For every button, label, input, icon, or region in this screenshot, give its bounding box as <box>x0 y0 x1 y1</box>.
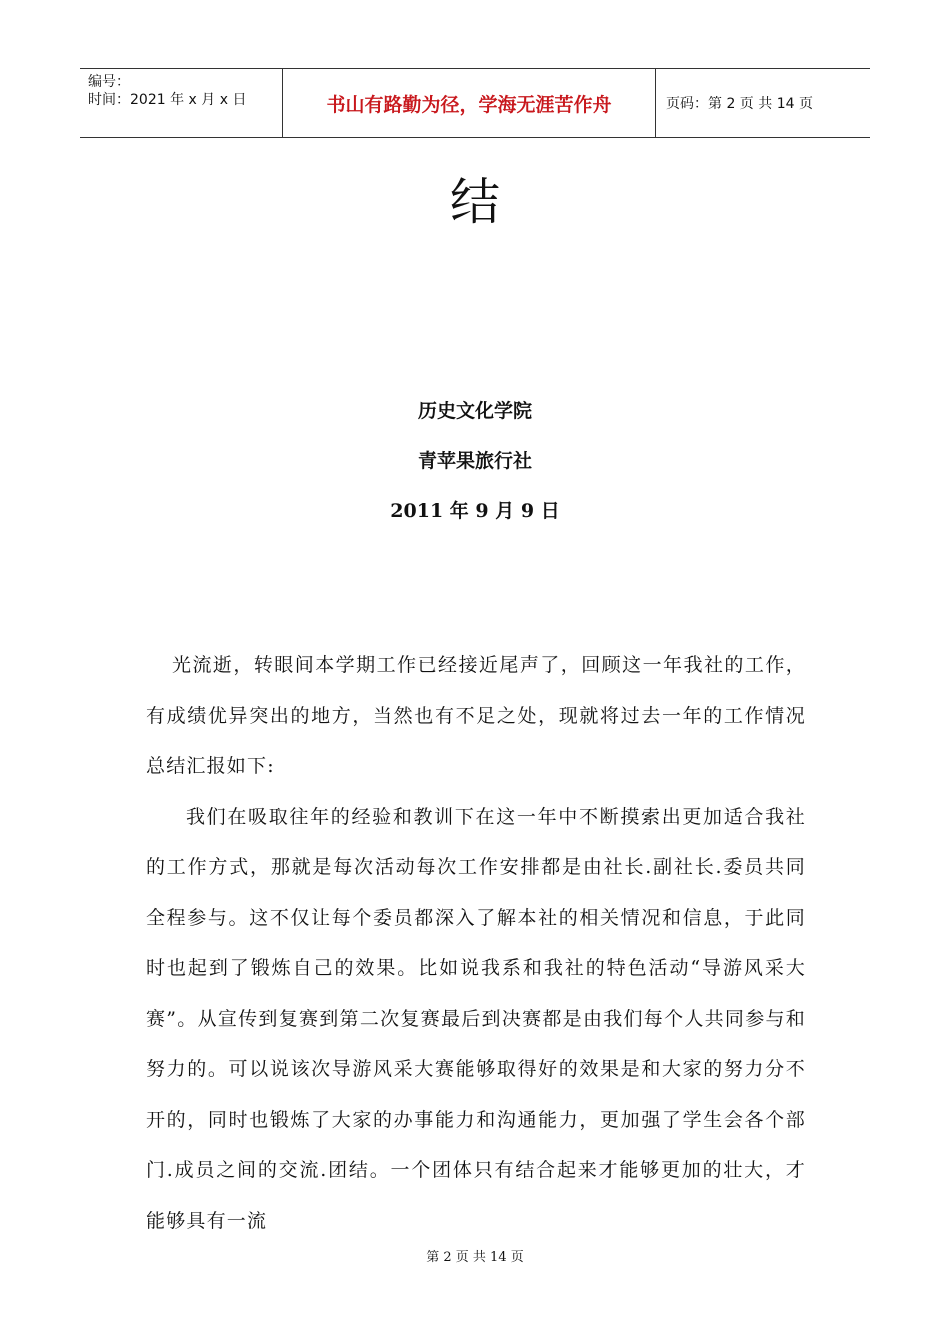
number-label: 编号： <box>88 74 130 90</box>
header-page-info: 页码：第 2 页 共 14 页 <box>666 96 813 112</box>
paragraph-2: 我们在吸取往年的经验和教训下在这一年中不断摸索出更加适合我社的工作方式，那就是每次活动每次工作安排都是由社长.副社长.委员共同全程参与。这不仅让每个委员都深入了解本社的相关情况和信息，于此同时也起到了锻炼自己的效果。比如说我系和我社的特色活动“导游风采大赛”。从宣传到复赛到第二次复赛最后到决赛都是由我们每个人共同参与和努力的。可以说该次导游风采大赛能够取得好的效果是和大家的努力分不开的，同时也锻炼了大家的办事能力和沟通能力，更加强了学生会各个部门.成员之间的交流.团结。一个团体只有结合起来才能够更加的壮大，才能够具有一流 <box>146 805 806 1232</box>
college-name: 历史文化学院 <box>417 400 532 422</box>
date-label: 时间：2021 年 x 月 x 日 <box>88 92 247 108</box>
header-left <box>80 69 282 137</box>
page-header <box>80 68 870 138</box>
report-date: 2011 年 9 月 9 日 <box>390 500 560 522</box>
header-motto: 书山有路勤为径，学海无涯苦作舟 <box>282 69 656 137</box>
page-footer: 第 2 页 共 14 页 <box>426 1250 524 1265</box>
title-char: 结 <box>450 173 500 231</box>
agency-name: 青苹果旅行社 <box>417 450 532 472</box>
paragraph-1: 光流逝，转眼间本学期工作已经接近尾声了，回顾这一年我社的工作，有成绩优异突出的地方，当然也有不足之处，现就将过去一年的工作情况总结汇报如下: <box>146 654 806 777</box>
body-text <box>146 640 806 1246</box>
